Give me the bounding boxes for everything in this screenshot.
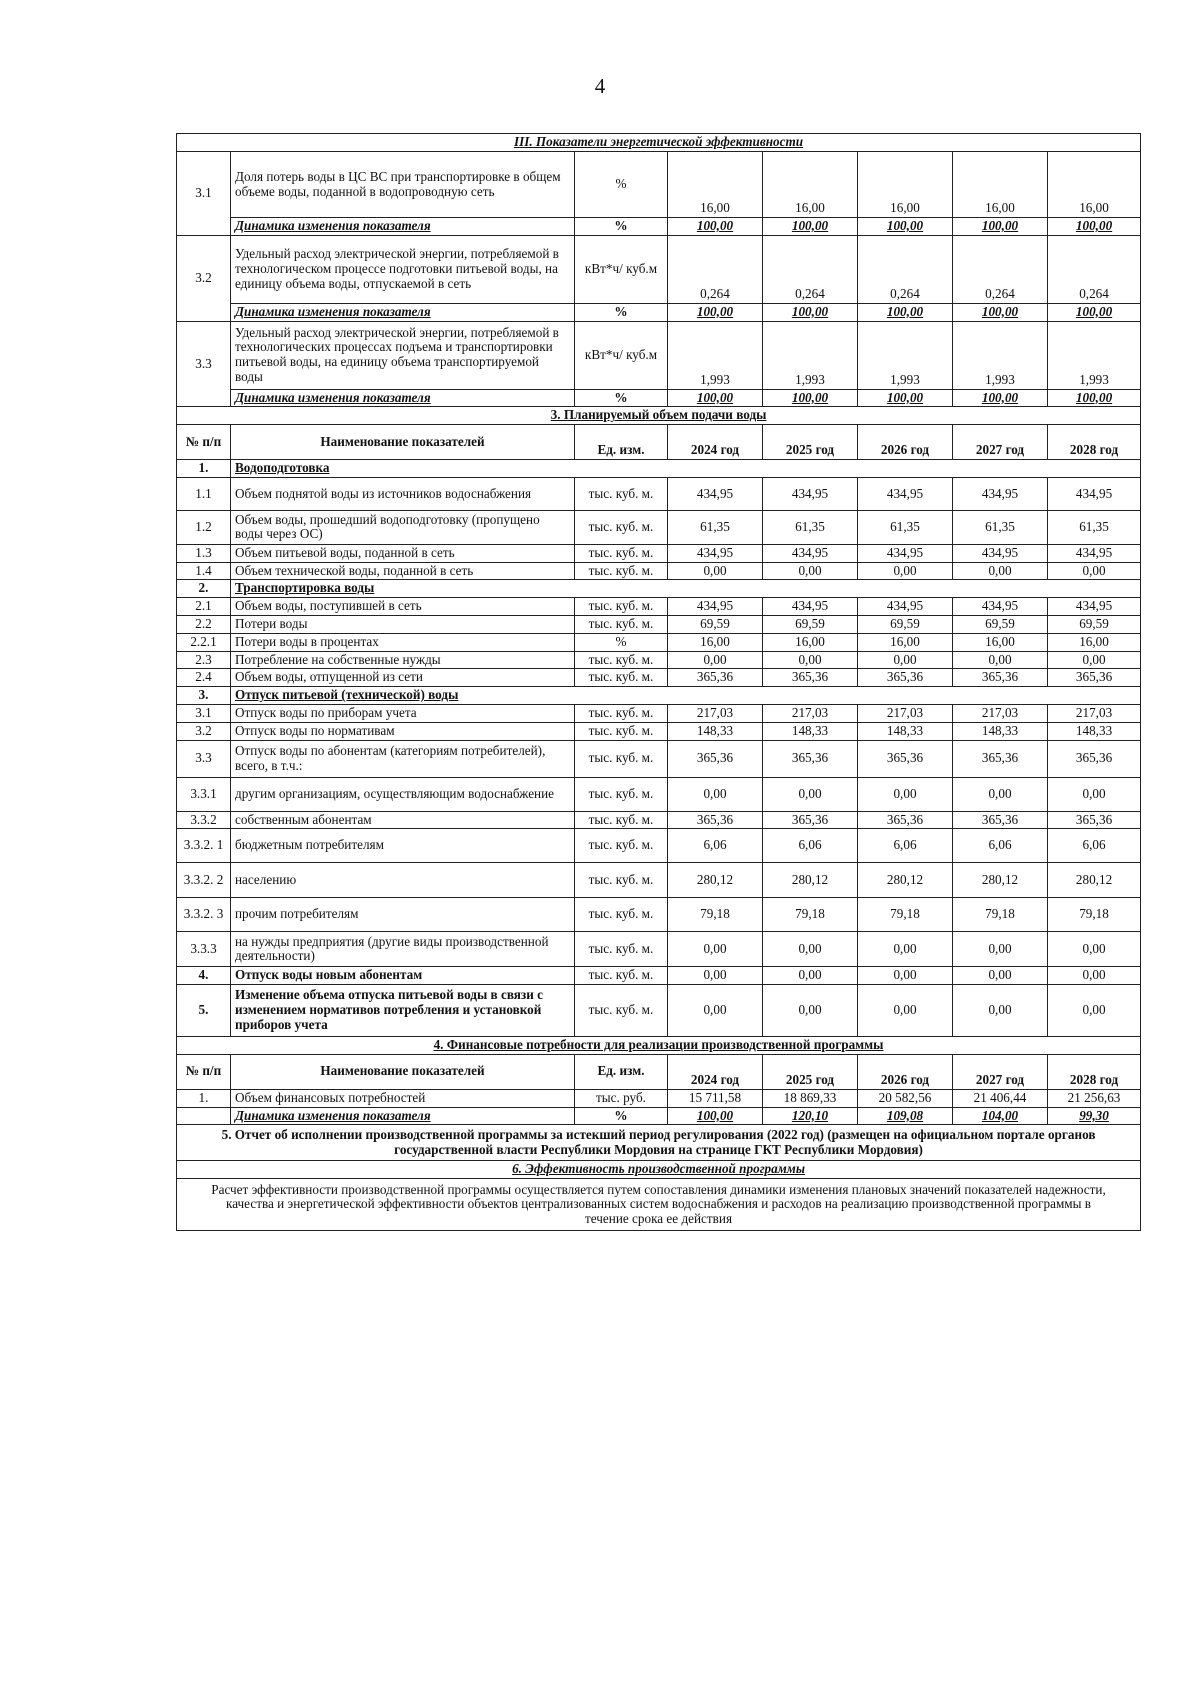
value-cell: 434,95 — [668, 598, 763, 616]
group-row — [177, 460, 1141, 478]
unit-cell: % — [575, 389, 668, 407]
row-number: 3.3 — [177, 740, 231, 777]
value-cell: 104,00 — [953, 1107, 1048, 1125]
value-cell: 148,33 — [1048, 722, 1141, 740]
row-number: 3.3.3 — [177, 932, 231, 967]
row-number: 1.3 — [177, 544, 231, 562]
empty-cell — [177, 1107, 231, 1125]
value-cell: 434,95 — [1048, 477, 1141, 510]
report-row — [177, 1125, 1141, 1161]
value-cell: 434,95 — [858, 477, 953, 510]
energy-row — [177, 321, 1141, 389]
indicator-name: Отпуск воды по абонентам (категориям потребителей), всего, в т.ч.: — [231, 740, 575, 777]
table-row — [177, 829, 1141, 863]
value-cell: 434,95 — [1048, 544, 1141, 562]
table-row — [177, 510, 1141, 544]
value-cell: 365,36 — [1048, 740, 1141, 777]
value-cell: 79,18 — [668, 898, 763, 932]
indicator-name: на нужды предприятия (другие виды производственной деятельности) — [231, 932, 575, 967]
value-cell: 6,06 — [668, 829, 763, 863]
value-cell: 0,00 — [668, 967, 763, 985]
row-number: 3.3.2. 3 — [177, 898, 231, 932]
value-cell: 100,00 — [858, 218, 953, 236]
energy-row — [177, 235, 1141, 303]
unit-cell: % — [575, 1107, 668, 1125]
value-cell: 69,59 — [953, 616, 1048, 634]
value-cell: 100,00 — [953, 303, 1048, 321]
row-number: 3.2 — [177, 722, 231, 740]
unit-cell: тыс. куб. м. — [575, 932, 668, 967]
header-cell: № п/п — [177, 425, 231, 460]
value-cell: 61,35 — [763, 510, 858, 544]
page-number: 4 — [594, 74, 606, 98]
value-cell: 15 711,58 — [668, 1089, 763, 1107]
indicator-name: Потери воды — [231, 616, 575, 634]
value-cell: 16,00 — [668, 633, 763, 651]
indicator-name: Доля потерь воды в ЦС ВС при транспортировке в общем объеме воды, поданной в водопроводную сеть — [231, 152, 575, 218]
value-cell: 20 582,56 — [858, 1089, 953, 1107]
unit-cell: тыс. куб. м. — [575, 598, 668, 616]
row-number: 1. — [177, 1089, 231, 1107]
indicator-name: населению — [231, 863, 575, 898]
energy-row — [177, 152, 1141, 218]
table-row — [177, 544, 1141, 562]
value-cell: 365,36 — [858, 669, 953, 687]
header-cell: 2027 год — [953, 1054, 1048, 1089]
row-number: 2. — [177, 580, 231, 598]
value-cell: 0,00 — [668, 777, 763, 811]
header-cell: Наименование показателей — [231, 425, 575, 460]
value-cell: 6,06 — [1048, 829, 1141, 863]
indicator-name: Изменение объема отпуска питьевой воды в связи с изменением нормативов потребления и установкой приборов учета — [231, 985, 575, 1037]
production-program-table — [176, 133, 1141, 1231]
value-cell: 0,00 — [763, 985, 858, 1037]
value-cell: 0,00 — [858, 651, 953, 669]
value-cell: 365,36 — [1048, 811, 1141, 829]
header-cell: 2025 год — [763, 1054, 858, 1089]
value-cell: 69,59 — [858, 616, 953, 634]
value-cell: 365,36 — [763, 669, 858, 687]
row-number: 2.2.1 — [177, 633, 231, 651]
group-row — [177, 580, 1141, 598]
value-cell: 100,00 — [953, 218, 1048, 236]
unit-cell: % — [575, 152, 668, 218]
unit-cell: тыс. куб. м. — [575, 829, 668, 863]
value-cell: 365,36 — [953, 669, 1048, 687]
section-title-row — [177, 407, 1141, 425]
dynamics-label: Динамика изменения показателя — [231, 389, 575, 407]
value-cell: 365,36 — [763, 811, 858, 829]
value-cell: 434,95 — [858, 544, 953, 562]
value-cell: 100,00 — [763, 218, 858, 236]
value-cell: 21 406,44 — [953, 1089, 1048, 1107]
value-cell: 0,00 — [953, 967, 1048, 985]
header-cell: Ед. изм. — [575, 1054, 668, 1089]
row-number: 3.1 — [177, 152, 231, 236]
value-cell: 100,00 — [668, 1107, 763, 1125]
dynamics-label: Динамика изменения показателя — [231, 218, 575, 236]
value-cell: 0,00 — [763, 932, 858, 967]
section-title-row — [177, 1161, 1141, 1179]
group-row — [177, 687, 1141, 705]
value-cell: 1,993 — [668, 321, 763, 389]
indicator-name: Удельный расход электрической энергии, потребляемой в технологических процессах подъема и транспортировки питьевой воды, на единицу объема транспортируемой воды — [231, 321, 575, 389]
value-cell: 0,00 — [763, 777, 858, 811]
header-row — [177, 425, 1141, 460]
value-cell: 0,00 — [953, 985, 1048, 1037]
value-cell: 0,00 — [1048, 777, 1141, 811]
table-row — [177, 1089, 1141, 1107]
group-name: Транспортировка воды — [231, 580, 1141, 598]
row-number: 3.3.2. 2 — [177, 863, 231, 898]
value-cell: 61,35 — [1048, 510, 1141, 544]
value-cell: 365,36 — [953, 740, 1048, 777]
row-number: 3.3.1 — [177, 777, 231, 811]
header-cell: 2026 год — [858, 425, 953, 460]
value-cell: 434,95 — [668, 544, 763, 562]
value-cell: 434,95 — [1048, 598, 1141, 616]
row-number: 2.4 — [177, 669, 231, 687]
value-cell: 0,00 — [953, 777, 1048, 811]
value-cell: 1,993 — [763, 321, 858, 389]
value-cell: 0,00 — [1048, 651, 1141, 669]
table-row — [177, 722, 1141, 740]
row-number: 2.3 — [177, 651, 231, 669]
value-cell: 365,36 — [763, 740, 858, 777]
value-cell: 69,59 — [668, 616, 763, 634]
value-cell: 148,33 — [668, 722, 763, 740]
value-cell: 100,00 — [858, 303, 953, 321]
row-number: 1.1 — [177, 477, 231, 510]
unit-cell: тыс. куб. м. — [575, 651, 668, 669]
value-cell: 100,00 — [763, 389, 858, 407]
efficiency-row — [177, 1179, 1141, 1231]
value-cell: 1,993 — [1048, 321, 1141, 389]
unit-cell: тыс. куб. м. — [575, 562, 668, 580]
value-cell: 100,00 — [763, 303, 858, 321]
indicator-name: Объем технической воды, поданной в сеть — [231, 562, 575, 580]
value-cell: 1,993 — [858, 321, 953, 389]
value-cell: 16,00 — [1048, 633, 1141, 651]
value-cell: 0,00 — [1048, 985, 1141, 1037]
indicator-name: Отпуск воды новым абонентам — [231, 967, 575, 985]
value-cell: 148,33 — [953, 722, 1048, 740]
unit-cell: тыс. куб. м. — [575, 722, 668, 740]
table-row — [177, 932, 1141, 967]
unit-cell: тыс. куб. м. — [575, 967, 668, 985]
value-cell: 79,18 — [858, 898, 953, 932]
indicator-name: прочим потребителям — [231, 898, 575, 932]
value-cell: 365,36 — [1048, 669, 1141, 687]
table-row — [177, 985, 1141, 1037]
indicator-name: собственным абонентам — [231, 811, 575, 829]
value-cell: 100,00 — [1048, 303, 1141, 321]
value-cell: 434,95 — [858, 598, 953, 616]
report-text: 5. Отчет об исполнении производственной программы за истекший период регулирования (2022 год) (размещен на официальном портале органов государственной власти Республики Мордовия на странице ГКТ Республики Мордовия) — [177, 1125, 1141, 1161]
unit-cell: % — [575, 633, 668, 651]
indicator-name: Объем воды, прошедший водоподготовку (пропущено воды через ОС) — [231, 510, 575, 544]
table-row — [177, 704, 1141, 722]
unit-cell: тыс. руб. — [575, 1089, 668, 1107]
value-cell: 0,00 — [953, 562, 1048, 580]
unit-cell: тыс. куб. м. — [575, 985, 668, 1037]
value-cell: 148,33 — [763, 722, 858, 740]
value-cell: 434,95 — [763, 598, 858, 616]
value-cell: 100,00 — [668, 303, 763, 321]
unit-cell: тыс. куб. м. — [575, 811, 668, 829]
value-cell: 16,00 — [953, 152, 1048, 218]
unit-cell: тыс. куб. м. — [575, 510, 668, 544]
table-row — [177, 863, 1141, 898]
value-cell: 365,36 — [953, 811, 1048, 829]
value-cell: 434,95 — [953, 598, 1048, 616]
table-row — [177, 898, 1141, 932]
efficiency-text: Расчет эффективности производственной программы осуществляется путем сопоставления динамики изменения плановых значений показателей надежности, качества и энергетической эффективности объектов централизованных систем водоснабжения и расходов на реализацию производственной программы в течение срока ее действия — [177, 1179, 1141, 1231]
unit-cell: % — [575, 303, 668, 321]
value-cell: 0,264 — [858, 235, 953, 303]
unit-cell: тыс. куб. м. — [575, 898, 668, 932]
value-cell: 280,12 — [953, 863, 1048, 898]
value-cell: 365,36 — [668, 740, 763, 777]
value-cell: 365,36 — [668, 811, 763, 829]
header-cell: 2025 год — [763, 425, 858, 460]
value-cell: 0,00 — [858, 562, 953, 580]
value-cell: 100,00 — [668, 218, 763, 236]
row-number: 1.4 — [177, 562, 231, 580]
row-number: 3.1 — [177, 704, 231, 722]
indicator-name: Объем воды, отпущенной из сети — [231, 669, 575, 687]
header-cell: 2028 год — [1048, 425, 1141, 460]
row-number: 3.3 — [177, 321, 231, 407]
unit-cell: тыс. куб. м. — [575, 669, 668, 687]
table-row — [177, 616, 1141, 634]
indicator-name: Объем воды, поступившей в сеть — [231, 598, 575, 616]
value-cell: 0,00 — [858, 967, 953, 985]
value-cell: 0,00 — [953, 651, 1048, 669]
value-cell: 100,00 — [1048, 218, 1141, 236]
indicator-name: Удельный расход электрической энергии, потребляемой в технологическом процессе подготовки питьевой воды, на единицу объема воды, отпускаемой в сеть — [231, 235, 575, 303]
unit-cell: кВт*ч/ куб.м — [575, 235, 668, 303]
value-cell: 16,00 — [668, 152, 763, 218]
value-cell: 0,00 — [858, 985, 953, 1037]
header-cell: 2027 год — [953, 425, 1048, 460]
value-cell: 217,03 — [953, 704, 1048, 722]
value-cell: 0,264 — [668, 235, 763, 303]
row-number: 2.2 — [177, 616, 231, 634]
value-cell: 0,00 — [1048, 967, 1141, 985]
value-cell: 365,36 — [668, 669, 763, 687]
indicator-name: бюджетным потребителям — [231, 829, 575, 863]
row-number: 3.2 — [177, 235, 231, 321]
indicator-name: Потребление на собственные нужды — [231, 651, 575, 669]
value-cell: 100,00 — [668, 389, 763, 407]
value-cell: 79,18 — [1048, 898, 1141, 932]
indicator-name: Потери воды в процентах — [231, 633, 575, 651]
table-body — [177, 134, 1141, 1231]
value-cell: 61,35 — [858, 510, 953, 544]
dynamics-label: Динамика изменения показателя — [231, 303, 575, 321]
unit-cell: тыс. куб. м. — [575, 740, 668, 777]
value-cell: 0,264 — [1048, 235, 1141, 303]
row-number: 4. — [177, 967, 231, 985]
header-cell: 2026 год — [858, 1054, 953, 1089]
value-cell: 280,12 — [858, 863, 953, 898]
row-number: 3.3.2. 1 — [177, 829, 231, 863]
row-number: 1.2 — [177, 510, 231, 544]
row-number: 2.1 — [177, 598, 231, 616]
value-cell: 6,06 — [858, 829, 953, 863]
value-cell: 434,95 — [763, 544, 858, 562]
unit-cell: тыс. куб. м. — [575, 477, 668, 510]
dynamics-row — [177, 1107, 1141, 1125]
section-title-row — [177, 134, 1141, 152]
header-cell: 2024 год — [668, 1054, 763, 1089]
indicator-name: другим организациям, осуществляющим водоснабжение — [231, 777, 575, 811]
header-cell: Наименование показателей — [231, 1054, 575, 1089]
value-cell: 0,00 — [763, 562, 858, 580]
value-cell: 0,00 — [858, 777, 953, 811]
table-row — [177, 598, 1141, 616]
table-row — [177, 777, 1141, 811]
unit-cell: тыс. куб. м. — [575, 616, 668, 634]
section-title: 3. Планируемый объем подачи воды — [177, 407, 1141, 425]
value-cell: 16,00 — [953, 633, 1048, 651]
value-cell: 21 256,63 — [1048, 1089, 1141, 1107]
header-cell: Ед. изм. — [575, 425, 668, 460]
value-cell: 0,00 — [858, 932, 953, 967]
dynamics-row — [177, 303, 1141, 321]
unit-cell: тыс. куб. м. — [575, 777, 668, 811]
value-cell: 0,00 — [668, 562, 763, 580]
section-title: 6. Эффективность производственной программы — [177, 1161, 1141, 1179]
value-cell: 434,95 — [668, 477, 763, 510]
value-cell: 365,36 — [858, 740, 953, 777]
indicator-name: Отпуск воды по нормативам — [231, 722, 575, 740]
value-cell: 69,59 — [763, 616, 858, 634]
value-cell: 100,00 — [1048, 389, 1141, 407]
value-cell: 109,08 — [858, 1107, 953, 1125]
group-name: Отпуск питьевой (технической) воды — [231, 687, 1141, 705]
header-cell: № п/п — [177, 1054, 231, 1089]
table-row — [177, 669, 1141, 687]
indicator-name: Объем питьевой воды, поданной в сеть — [231, 544, 575, 562]
header-cell: 2028 год — [1048, 1054, 1141, 1089]
value-cell: 16,00 — [763, 152, 858, 218]
table-row — [177, 633, 1141, 651]
indicator-name: Отпуск воды по приборам учета — [231, 704, 575, 722]
value-cell: 0,264 — [763, 235, 858, 303]
value-cell: 99,30 — [1048, 1107, 1141, 1125]
table-row — [177, 477, 1141, 510]
value-cell: 16,00 — [858, 633, 953, 651]
row-number: 1. — [177, 460, 231, 478]
value-cell: 280,12 — [668, 863, 763, 898]
unit-cell: % — [575, 218, 668, 236]
dynamics-label: Динамика изменения показателя — [231, 1107, 575, 1125]
value-cell: 365,36 — [858, 811, 953, 829]
table-row — [177, 967, 1141, 985]
value-cell: 16,00 — [1048, 152, 1141, 218]
group-name: Водоподготовка — [231, 460, 1141, 478]
value-cell: 79,18 — [763, 898, 858, 932]
value-cell: 0,00 — [668, 932, 763, 967]
value-cell: 0,00 — [763, 967, 858, 985]
value-cell: 217,03 — [668, 704, 763, 722]
value-cell: 434,95 — [953, 544, 1048, 562]
dynamics-row — [177, 218, 1141, 236]
unit-cell: тыс. куб. м. — [575, 544, 668, 562]
value-cell: 280,12 — [1048, 863, 1141, 898]
header-row — [177, 1054, 1141, 1089]
table-row — [177, 740, 1141, 777]
dynamics-row — [177, 389, 1141, 407]
value-cell: 434,95 — [953, 477, 1048, 510]
table-row — [177, 651, 1141, 669]
value-cell: 6,06 — [953, 829, 1048, 863]
value-cell: 61,35 — [668, 510, 763, 544]
row-number: 5. — [177, 985, 231, 1037]
value-cell: 0,00 — [1048, 932, 1141, 967]
indicator-name: Объем финансовых потребностей — [231, 1089, 575, 1107]
value-cell: 434,95 — [763, 477, 858, 510]
unit-cell: тыс. куб. м. — [575, 704, 668, 722]
value-cell: 69,59 — [1048, 616, 1141, 634]
value-cell: 100,00 — [953, 389, 1048, 407]
value-cell: 0,00 — [953, 932, 1048, 967]
header-cell: 2024 год — [668, 425, 763, 460]
value-cell: 148,33 — [858, 722, 953, 740]
value-cell: 0,00 — [1048, 562, 1141, 580]
indicator-name: Объем поднятой воды из источников водоснабжения — [231, 477, 575, 510]
value-cell: 18 869,33 — [763, 1089, 858, 1107]
value-cell: 280,12 — [763, 863, 858, 898]
value-cell: 120,10 — [763, 1107, 858, 1125]
value-cell: 100,00 — [858, 389, 953, 407]
value-cell: 0,264 — [953, 235, 1048, 303]
value-cell: 79,18 — [953, 898, 1048, 932]
value-cell: 16,00 — [858, 152, 953, 218]
value-cell: 1,993 — [953, 321, 1048, 389]
row-number: 3. — [177, 687, 231, 705]
value-cell: 217,03 — [1048, 704, 1141, 722]
value-cell: 0,00 — [668, 985, 763, 1037]
value-cell: 0,00 — [763, 651, 858, 669]
value-cell: 6,06 — [763, 829, 858, 863]
section-title-row — [177, 1037, 1141, 1055]
value-cell: 217,03 — [763, 704, 858, 722]
row-number: 3.3.2 — [177, 811, 231, 829]
value-cell: 16,00 — [763, 633, 858, 651]
section-title: 4. Финансовые потребности для реализации производственной программы — [177, 1037, 1141, 1055]
value-cell: 217,03 — [858, 704, 953, 722]
table-row — [177, 811, 1141, 829]
section-title: III. Показатели энергетической эффективности — [177, 134, 1141, 152]
value-cell: 61,35 — [953, 510, 1048, 544]
unit-cell: кВт*ч/ куб.м — [575, 321, 668, 389]
unit-cell: тыс. куб. м. — [575, 863, 668, 898]
value-cell: 0,00 — [668, 651, 763, 669]
table-row — [177, 562, 1141, 580]
